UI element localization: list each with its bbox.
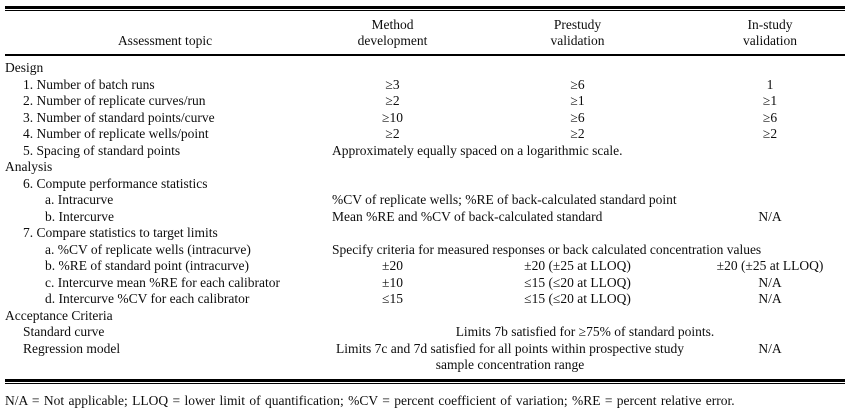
cell-value: ±20 (±25 at LLOQ) <box>716 258 824 273</box>
cell-value: ≥6 <box>762 109 778 125</box>
cell-value: ≥1 <box>762 93 778 108</box>
row-label: 3. Number of standard points/curve <box>23 109 215 125</box>
table-row-standard-curve <box>5 324 845 341</box>
row-label: 7. Compare statistics to target limits <box>23 225 218 240</box>
row-label: b. %RE of standard point (intracurve) <box>45 258 249 273</box>
table-row-intercurve-cv <box>5 291 845 308</box>
section-label: Design <box>5 60 44 75</box>
column-header-in-study-validation <box>695 11 845 55</box>
span-value: Limits 7c and 7d satisfied for all points within prospective study sample concentration range <box>336 340 684 372</box>
row-label: a. Intracurve <box>45 192 114 207</box>
cell-value: ≥6 <box>570 109 585 125</box>
cell-value: 1 <box>766 76 774 92</box>
section-label: Acceptance Criteria <box>5 307 113 323</box>
table-row-section-analysis <box>5 159 845 176</box>
cell-value: ≥3 <box>385 76 400 92</box>
span-value: Limits 7b satisfied for ≥75% of standard points. <box>455 324 715 339</box>
cell-value: N/A <box>758 274 782 290</box>
column-header-method-development <box>325 11 460 55</box>
table-row-spacing <box>5 143 845 160</box>
column-header-label: Assessment topic <box>117 33 213 48</box>
row-label: a. %CV of replicate wells (intracurve) <box>45 241 251 257</box>
cell-value: ≥10 <box>382 109 403 125</box>
row-label: 2. Number of replicate curves/run <box>23 93 206 108</box>
cell-value: ±10 <box>382 274 403 290</box>
column-header-label: In-study validation <box>743 17 797 48</box>
cell-value: ≥1 <box>570 93 585 108</box>
header-row <box>5 11 845 55</box>
table-row-standard-points <box>5 110 845 127</box>
row-label: 4. Number of replicate wells/point <box>23 126 209 141</box>
table-row-section-acceptance-criteria <box>5 308 845 325</box>
column-header-label: Method development <box>357 17 428 48</box>
cell-value: ±20 <box>382 258 403 273</box>
table-row-regression-model <box>5 341 845 379</box>
table-row-batch-runs <box>5 77 845 94</box>
validation-criteria-table <box>5 11 845 379</box>
cell-value: ≥2 <box>385 126 400 141</box>
table-row-replicate-wells <box>5 126 845 143</box>
footnote: N/A = Not applicable; LLOQ = lower limit of quantification; %CV = percent coefficient of variation; %RE = percent relative error. <box>5 392 735 408</box>
row-label: Regression model <box>23 340 121 356</box>
span-value: %CV of replicate wells; %RE of back-calculated standard point <box>332 192 677 207</box>
span-value: Specify criteria for measured responses or back calculated concentration values <box>332 241 762 257</box>
cell-value: ±20 (±25 at LLOQ) <box>524 258 631 273</box>
column-header-assessment-topic <box>5 11 325 55</box>
cell-value: ≥2 <box>385 93 400 108</box>
row-label: Standard curve <box>23 324 105 339</box>
table-row-cv-replicate-wells <box>5 242 845 259</box>
cell-value: N/A <box>758 208 782 224</box>
cell-value: ≤15 <box>382 291 403 306</box>
row-label: b. Intercurve <box>45 208 114 224</box>
table-row-compute-statistics <box>5 176 845 193</box>
cell-value: ≥2 <box>762 126 778 141</box>
row-label: d. Intercurve %CV for each calibrator <box>45 291 250 306</box>
table-row-section-design <box>5 55 845 77</box>
section-label: Analysis <box>5 159 53 174</box>
cell-value: N/A <box>758 291 782 306</box>
row-label: c. Intercurve mean %RE for each calibrator <box>45 274 280 290</box>
table-row-intracurve <box>5 192 845 209</box>
cell-value: N/A <box>758 340 782 356</box>
span-value: Approximately equally spaced on a logarithmic scale. <box>332 142 623 158</box>
row-label: 5. Spacing of standard points <box>23 142 181 158</box>
table-row-intercurve <box>5 209 845 226</box>
span-value: Mean %RE and %CV of back-calculated standard <box>332 208 603 224</box>
column-header-label: Prestudy validation <box>550 17 605 48</box>
table-header <box>5 11 845 55</box>
cell-value: ≥2 <box>570 126 585 141</box>
cell-value: ≤15 (≤20 at LLOQ) <box>524 291 631 306</box>
cell-value: ≤15 (≤20 at LLOQ) <box>524 274 631 290</box>
table-row-intercurve-mean-re <box>5 275 845 292</box>
row-label: 6. Compute performance statistics <box>23 175 208 191</box>
bottom-rule <box>5 379 845 384</box>
table-body <box>5 55 845 379</box>
table-row-compare-statistics <box>5 225 845 242</box>
row-label: 1. Number of batch runs <box>23 76 155 92</box>
cell-value: ≥6 <box>570 76 585 92</box>
column-header-prestudy-validation <box>460 11 695 55</box>
table-row-replicate-curves <box>5 93 845 110</box>
table-row-re-standard-point <box>5 258 845 275</box>
